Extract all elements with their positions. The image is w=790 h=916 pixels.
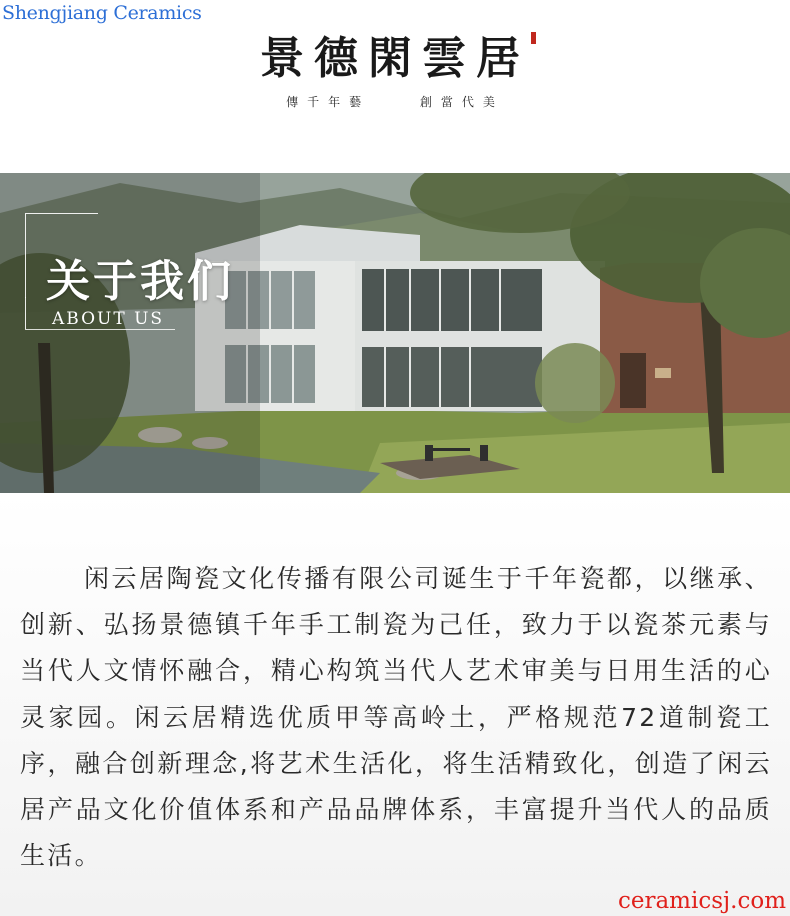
watermark-bottom: ceramicsj.com (617, 888, 786, 914)
section-title: 关于我们 (46, 256, 234, 307)
section-subtitle: ABOUT US (52, 309, 165, 329)
banner-photo (0, 173, 790, 493)
slogan-left: 傳千年藝 (286, 95, 371, 109)
logo-text: 景德閑雲居 (260, 33, 530, 84)
watermark-top: Shengjiang Ceramics (2, 2, 202, 24)
title-frame-left (25, 297, 26, 329)
brand-logo (0, 22, 790, 86)
intro-paragraph: 闲云居陶瓷文化传播有限公司诞生于千年瓷都，以继承、创新、弘扬景德镇千年手工制瓷为己任，致力于以瓷茶元素与当代人文情怀融合，精心构筑当代人艺术审美与日用生活的心灵家园。闲云居精选优质甲等高岭土，严格规范72道制瓷工序，融合创新理念,将艺术生活化，将生活精致化，创造了闲云居产品文化价值体系和产品品牌体系，丰富提升当代人的品质生活。 (20, 564, 772, 871)
about-banner (0, 173, 790, 493)
slogan-right: 創當代美 (419, 95, 504, 109)
logo-calligraphy (260, 22, 530, 86)
brand-slogan (0, 93, 790, 110)
seal-stamp (531, 32, 536, 44)
title-frame-underline (25, 329, 175, 330)
